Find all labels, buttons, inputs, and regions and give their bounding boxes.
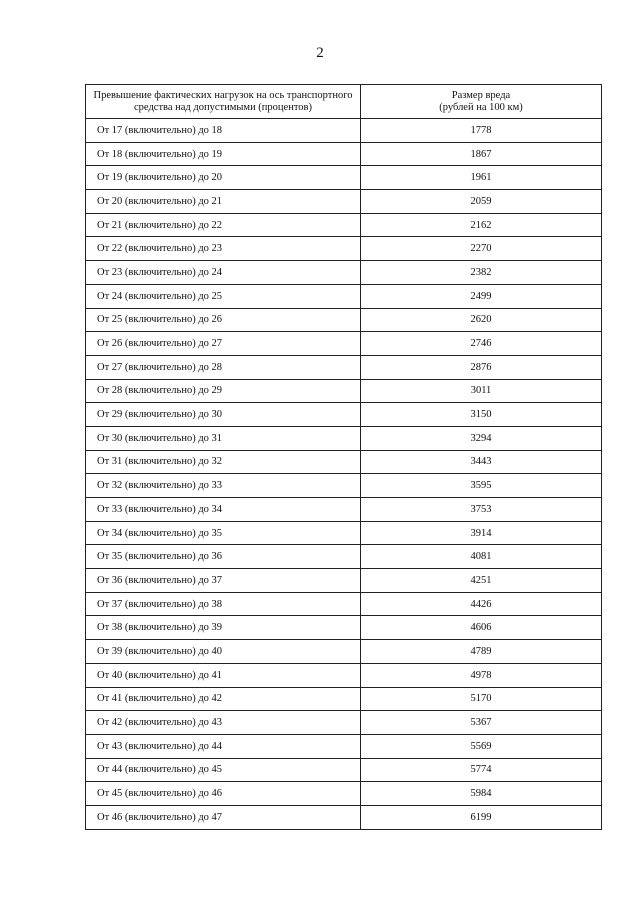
header-damage-line1: Размер вреда: [451, 89, 511, 101]
overload-range-cell: От 35 (включительно) до 36: [86, 545, 361, 569]
overload-range-cell: От 34 (включительно) до 35: [86, 521, 361, 545]
overload-range-cell: От 21 (включительно) до 22: [86, 213, 361, 237]
header-damage-amount: [361, 85, 602, 119]
overload-range-cell: От 44 (включительно) до 45: [86, 758, 361, 782]
table-row: [86, 332, 602, 356]
overload-range-cell: От 29 (включительно) до 30: [86, 403, 361, 427]
table-row: [86, 758, 602, 782]
table-row: [86, 711, 602, 735]
damage-value-cell: 4426: [361, 592, 602, 616]
damage-table: [85, 84, 602, 830]
table-body: [86, 119, 602, 830]
overload-range-cell: От 39 (включительно) до 40: [86, 640, 361, 664]
damage-value-cell: 5367: [361, 711, 602, 735]
table-row: [86, 474, 602, 498]
damage-value-cell: 4789: [361, 640, 602, 664]
damage-value-cell: 6199: [361, 805, 602, 829]
overload-range-cell: От 43 (включительно) до 44: [86, 734, 361, 758]
table-row: [86, 734, 602, 758]
table-row: [86, 190, 602, 214]
header-overload-line2: средства над допустимыми (процентов): [134, 101, 312, 113]
overload-range-cell: От 23 (включительно) до 24: [86, 261, 361, 285]
damage-value-cell: 2746: [361, 332, 602, 356]
table-row: [86, 166, 602, 190]
table-row: [86, 498, 602, 522]
damage-value-cell: 3753: [361, 498, 602, 522]
damage-value-cell: 2620: [361, 308, 602, 332]
table-row: [86, 261, 602, 285]
table-row: [86, 521, 602, 545]
overload-range-cell: От 26 (включительно) до 27: [86, 332, 361, 356]
table-header-row: [86, 85, 602, 119]
damage-value-cell: 4081: [361, 545, 602, 569]
overload-range-cell: От 22 (включительно) до 23: [86, 237, 361, 261]
overload-range-cell: От 20 (включительно) до 21: [86, 190, 361, 214]
damage-value-cell: 3150: [361, 403, 602, 427]
table-row: [86, 355, 602, 379]
table-row: [86, 616, 602, 640]
page-number: 2: [316, 45, 324, 61]
table-row: [86, 805, 602, 829]
damage-value-cell: 3443: [361, 450, 602, 474]
damage-value-cell: 2270: [361, 237, 602, 261]
overload-range-cell: От 28 (включительно) до 29: [86, 379, 361, 403]
header-overload-percent: [86, 85, 361, 119]
overload-range-cell: От 45 (включительно) до 46: [86, 782, 361, 806]
damage-value-cell: 3914: [361, 521, 602, 545]
table-row: [86, 687, 602, 711]
damage-value-cell: 5170: [361, 687, 602, 711]
overload-range-cell: От 38 (включительно) до 39: [86, 616, 361, 640]
table-row: [86, 640, 602, 664]
overload-range-cell: От 24 (включительно) до 25: [86, 284, 361, 308]
overload-range-cell: От 27 (включительно) до 28: [86, 355, 361, 379]
damage-value-cell: 3011: [361, 379, 602, 403]
damage-value-cell: 5569: [361, 734, 602, 758]
table-row: [86, 379, 602, 403]
damage-value-cell: 1867: [361, 142, 602, 166]
table-row: [86, 213, 602, 237]
damage-value-cell: 2059: [361, 190, 602, 214]
damage-value-cell: 4606: [361, 616, 602, 640]
table-row: [86, 663, 602, 687]
overload-range-cell: От 42 (включительно) до 43: [86, 711, 361, 735]
overload-range-cell: От 17 (включительно) до 18: [86, 119, 361, 143]
table-row: [86, 592, 602, 616]
damage-value-cell: 5984: [361, 782, 602, 806]
damage-value-cell: 1961: [361, 166, 602, 190]
damage-value-cell: 2876: [361, 355, 602, 379]
overload-range-cell: От 33 (включительно) до 34: [86, 498, 361, 522]
table-row: [86, 142, 602, 166]
table-row: [86, 308, 602, 332]
overload-range-cell: От 46 (включительно) до 47: [86, 805, 361, 829]
table-row: [86, 545, 602, 569]
overload-range-cell: От 18 (включительно) до 19: [86, 142, 361, 166]
overload-range-cell: От 30 (включительно) до 31: [86, 426, 361, 450]
overload-range-cell: От 40 (включительно) до 41: [86, 663, 361, 687]
overload-range-cell: От 36 (включительно) до 37: [86, 569, 361, 593]
damage-value-cell: 1778: [361, 119, 602, 143]
damage-value-cell: 4251: [361, 569, 602, 593]
table-row: [86, 782, 602, 806]
damage-value-cell: 4978: [361, 663, 602, 687]
header-damage-line2: (рублей на 100 км): [439, 101, 523, 113]
overload-range-cell: От 19 (включительно) до 20: [86, 166, 361, 190]
table-row: [86, 284, 602, 308]
damage-value-cell: 2382: [361, 261, 602, 285]
overload-range-cell: От 31 (включительно) до 32: [86, 450, 361, 474]
table-row: [86, 569, 602, 593]
table-row: [86, 450, 602, 474]
damage-value-cell: 2162: [361, 213, 602, 237]
overload-range-cell: От 32 (включительно) до 33: [86, 474, 361, 498]
table-row: [86, 119, 602, 143]
header-overload-line1: Превышение фактических нагрузок на ось транспортного: [93, 89, 353, 101]
table-row: [86, 237, 602, 261]
damage-value-cell: 5774: [361, 758, 602, 782]
table-row: [86, 426, 602, 450]
damage-value-cell: 3294: [361, 426, 602, 450]
overload-range-cell: От 37 (включительно) до 38: [86, 592, 361, 616]
table-row: [86, 403, 602, 427]
overload-range-cell: От 25 (включительно) до 26: [86, 308, 361, 332]
damage-value-cell: 3595: [361, 474, 602, 498]
damage-value-cell: 2499: [361, 284, 602, 308]
overload-range-cell: От 41 (включительно) до 42: [86, 687, 361, 711]
